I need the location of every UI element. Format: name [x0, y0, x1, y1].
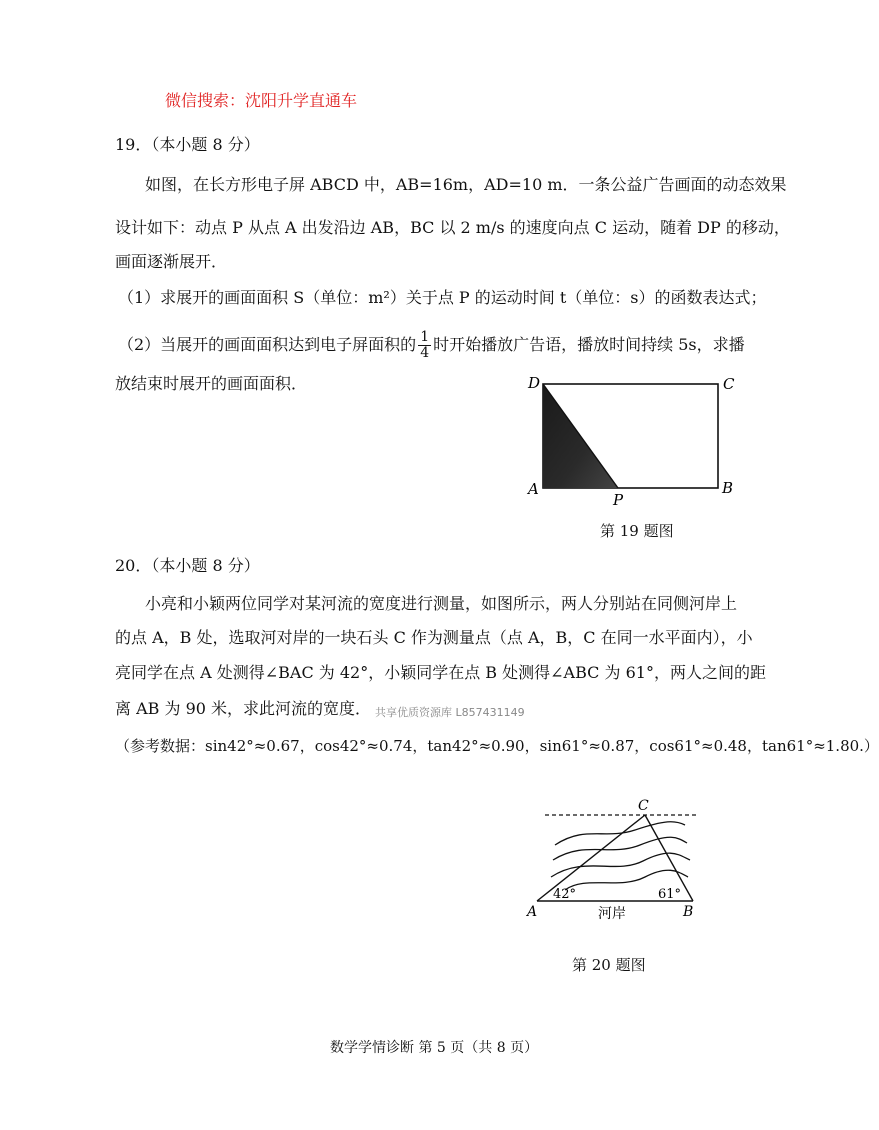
q19-part1: （1）求展开的画面面积 S（单位：m²）关于点 P 的运动时间 t（单位：s）的函数表达式； [118, 288, 767, 307]
fraction-denominator: 4 [420, 345, 430, 361]
q20-line1: 小亮和小颖两位同学对某河流的宽度进行测量，如图所示，两人分别站在同侧河岸上 [145, 594, 738, 613]
label-b: B [722, 479, 734, 497]
q19-part2-pre: （2）当展开的画面面积达到电子屏面积的 [118, 335, 417, 354]
q20-line3: 亮同学在点 A 处测得∠BAC 为 42°，小颖同学在点 B 处测得∠ABC 为 61°，两人之间的距 [115, 663, 766, 682]
fraction-numerator: 1 [420, 329, 430, 345]
q19-line2: 设计如下：动点 P 从点 A 出发沿边 AB，BC 以 2 m/s 的速度向点 C 运动，随着 DP 的移动， [115, 218, 790, 237]
river-bank-label: 河岸 [598, 906, 626, 922]
q19-heading: 19．（本小题 8 分） [115, 135, 260, 154]
q20-heading: 20．（本小题 8 分） [115, 556, 260, 575]
page-footer: 数学学情诊断 第 5 页（共 8 页） [330, 1040, 539, 1056]
label-a: A [527, 904, 538, 920]
figure-19-caption: 第 19 题图 [600, 522, 674, 540]
q19-line1: 如图，在长方形电子屏 ABCD 中，AB=16m，AD=10 m．一条公益广告画面的动态效果 [145, 175, 787, 194]
label-b: B [683, 904, 694, 920]
q19-line3: 画面逐渐展开． [115, 252, 228, 271]
water-wave-2 [553, 837, 687, 860]
water-wave-1 [555, 822, 685, 845]
angle-a-label: 42° [553, 887, 577, 902]
figure-20-diagram [525, 795, 705, 925]
q19-part2-post: 时开始播放广告语，播放时间持续 5s，求播 [433, 335, 745, 354]
q19-part2-line2: 放结束时展开的画面面积． [115, 374, 308, 393]
q19-part2 [118, 330, 745, 361]
figure-20-caption: 第 20 题图 [572, 956, 646, 974]
label-c: C [723, 375, 735, 393]
q20-line4: 离 AB 为 90 米，求此河流的宽度． [115, 699, 372, 718]
watermark-text: 共享优质资源库 L857431149 [375, 706, 525, 719]
fraction [418, 330, 431, 361]
q20-line2: 的点 A，B 处，选取河对岸的一块石头 C 作为测量点（点 A，B，C 在同一水平面内），小 [115, 628, 753, 647]
angle-b-label: 61° [658, 887, 682, 902]
figure-19-diagram [520, 370, 750, 510]
label-p: P [613, 491, 624, 509]
label-a: A [528, 480, 539, 498]
q20-reference-data: （参考数据：sin42°≈0.67，cos42°≈0.74，tan42°≈0.90，sin61°≈0.87，cos61°≈0.48，tan61°≈1.80.） [115, 737, 879, 755]
label-d: D [528, 374, 541, 392]
label-c: C [638, 798, 649, 814]
promo-text: 微信搜索：沈阳升学直通车 [165, 91, 358, 110]
